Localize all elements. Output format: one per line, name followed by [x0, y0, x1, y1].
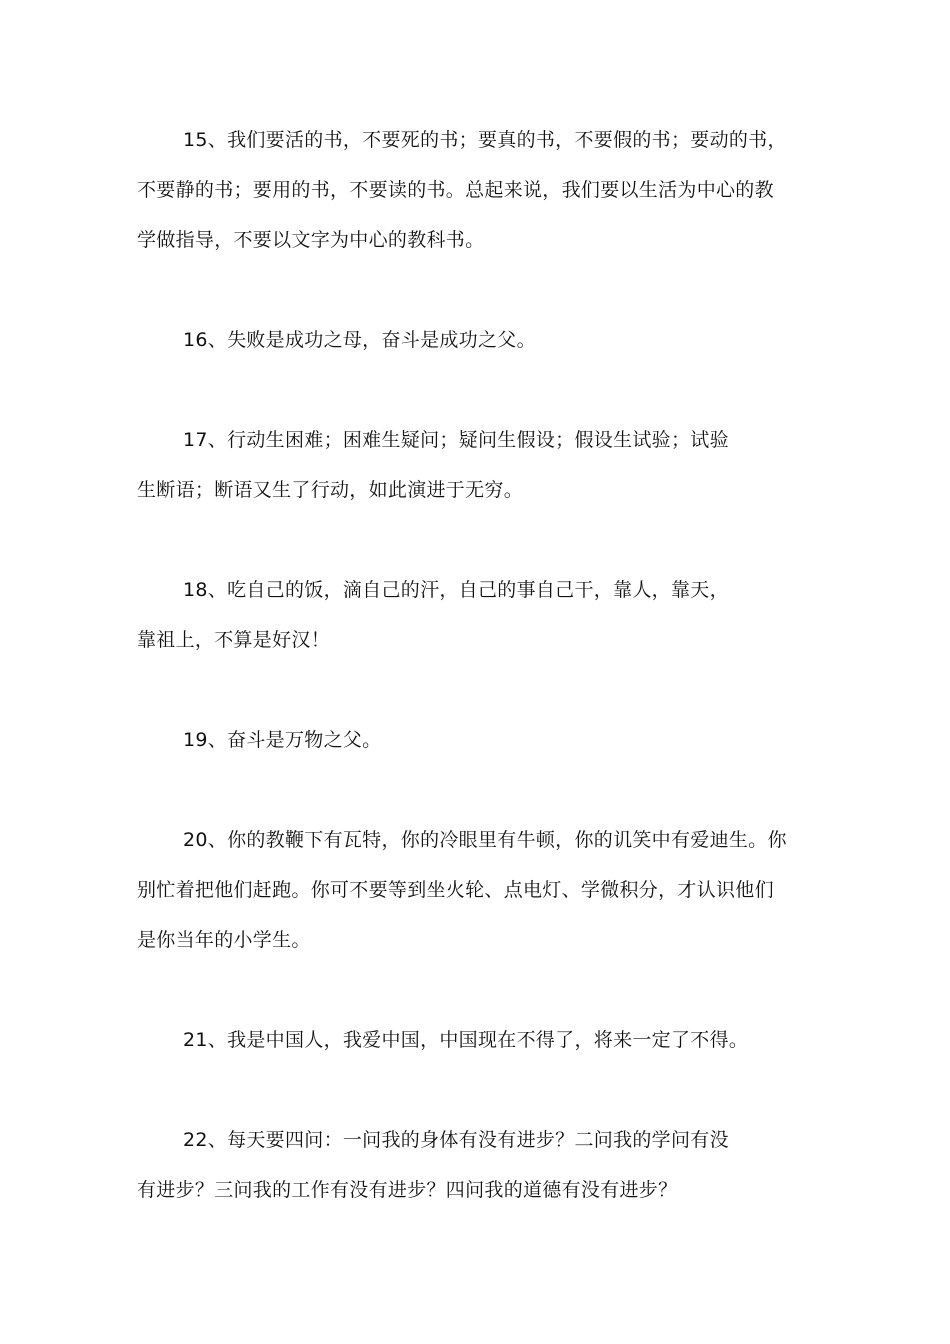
paragraph-line: 16、失败是成功之母，奋斗是成功之父。 — [183, 329, 536, 351]
paragraph-line: 20、你的教鞭下有瓦特，你的冷眼里有牛顿，你的讥笑中有爱迪生。你 — [183, 829, 787, 851]
paragraph-line: 19、奋斗是万物之父。 — [183, 729, 382, 751]
paragraph-line: 22、每天要四问：一问我的身体有没有进步？二问我的学问有没 — [183, 1129, 729, 1151]
paragraph-line: 不要静的书；要用的书，不要读的书。总起来说，我们要以生活为中心的教 — [137, 179, 774, 201]
paragraph-line: 21、我是中国人，我爱中国，中国现在不得了，将来一定了不得。 — [183, 1029, 749, 1051]
paragraph-line: 有进步？三问我的工作有没有进步？四问我的道德有没有进步？ — [137, 1179, 678, 1201]
paragraph-line: 生断语；断语又生了行动，如此演进于无穷。 — [137, 479, 524, 501]
paragraph-line: 17、行动生困难；困难生疑问；疑问生假设；假设生试验；试验 — [183, 429, 729, 451]
paragraph-line: 学做指导，不要以文字为中心的教科书。 — [137, 229, 485, 251]
paragraph-line: 靠祖上，不算是好汉！ — [137, 629, 331, 651]
paragraph-line: 15、我们要活的书，不要死的书；要真的书，不要假的书；要动的书， — [183, 129, 787, 151]
paragraph-line: 别忙着把他们赶跑。你可不要等到坐火轮、点电灯、学微积分，才认识他们 — [137, 879, 774, 901]
paragraph-line: 是你当年的小学生。 — [137, 929, 311, 951]
paragraph-line: 18、吃自己的饭，滴自己的汗，自己的事自己干，靠人，靠天， — [183, 579, 729, 601]
